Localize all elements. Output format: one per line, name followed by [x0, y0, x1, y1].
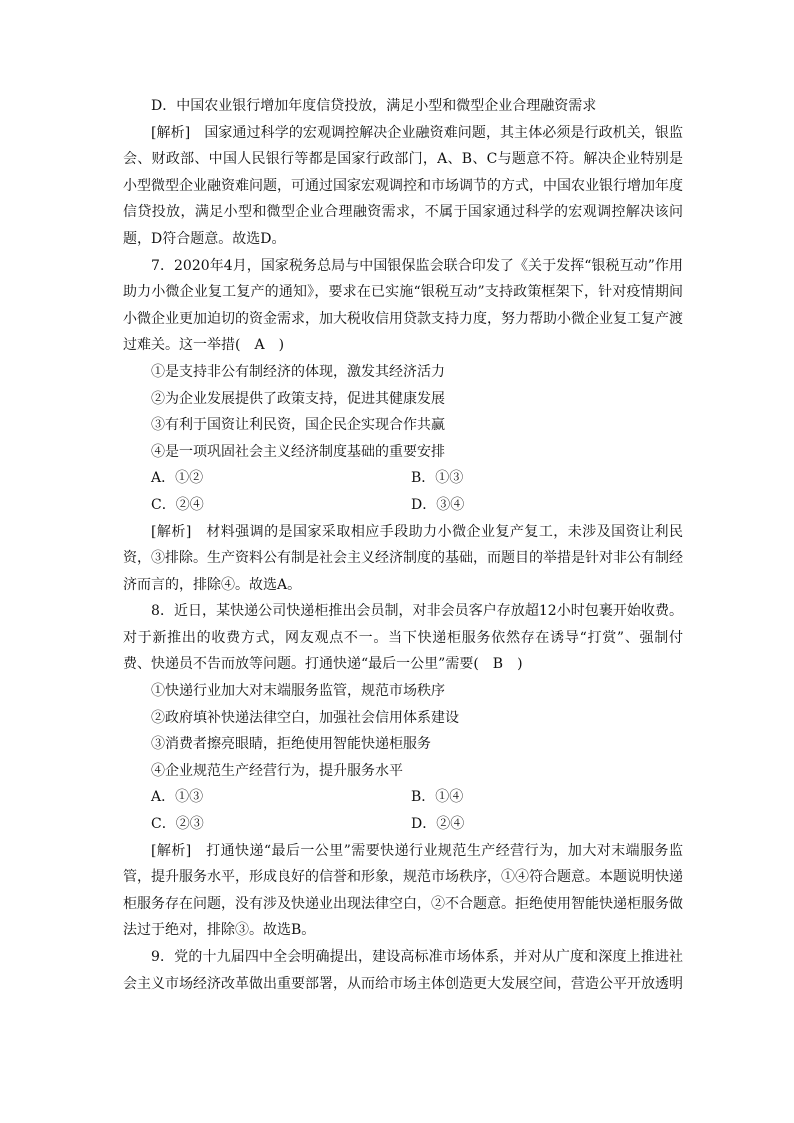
text-line: ④是一项巩固社会主义经济制度基础的重要安排 — [151, 443, 445, 460]
text-line: ①是支持非公有制经济的体现，激发其经济活力 — [151, 363, 445, 380]
answer-choice: C．②④ — [151, 496, 204, 513]
answer-choice: D．②④ — [411, 816, 465, 833]
answer-choice: C．②③ — [151, 816, 204, 833]
paragraph: [解析] 打通快递“最后一公里”需要快递行业规范生产经营行为，加大对末端服务监管，提升服务水平，形成良好的信誉和形象，规范市场秩序，①④符合题意。本题说明快递柜服务存在问题，没有涉及快递业出现法律空白，②不合题意。拒绝使用智能快递柜服务做法过于绝对，排除③。故选B。 — [123, 842, 683, 939]
text-line: ②为企业发展提供了政策支持，促进其健康发展 — [151, 390, 445, 407]
answer-choice: D．③④ — [411, 496, 465, 513]
paragraph: [解析] 国家通过科学的宏观调控解决企业融资难问题，其主体必须是行政机关，银监会、财政部、中国人民银行等都是国家行政部门，A、B、C与题意不符。解决企业特别是小型微型企业融资难问题，可通过国家宏观调控和市场调节的方式，中国农业银行增加年度信贷投放，满足小型和微型企业合理融资需求，不属于国家通过科学的宏观调控解决该问题，D符合题意。故选D。 — [123, 124, 683, 247]
paragraph: 7．2020年4月，国家税务总局与中国银保监会联合印发了《关于发挥“银税互动”作用助力小微企业复工复产的通知》，要求在已实施“银税互动”支持政策框架下，针对疫情期间小微企业更加迫切的资金需求，加大税收信用贷款支持力度，努力帮助小微企业复工复产渡过难关。这一举措( A ) — [123, 257, 683, 354]
text-line: ①快递行业加大对末端服务监管，规范市场秩序 — [151, 683, 445, 700]
text-line: ②政府填补快递法律空白，加强社会信用体系建设 — [151, 709, 459, 726]
answer-choices-row — [123, 492, 683, 519]
paragraph: 9．党的十九届四中全会明确提出，建设高标准市场体系，并对从广度和深度上推进社会主义市场经济改革做出重要部署，从而给市场主体创造更大发展空间，营造公平开放透明 — [123, 949, 683, 992]
answer-choice: B．①④ — [411, 789, 464, 806]
text-line: ④企业规范生产经营行为，提升服务水平 — [151, 762, 403, 779]
document-body — [123, 93, 683, 997]
text-line: ③消费者擦亮眼睛，拒绝使用智能快递柜服务 — [151, 736, 431, 753]
answer-choices-row — [123, 465, 683, 492]
text-line: ③有利于国资让利民资，国企民企实现合作共赢 — [151, 417, 445, 434]
answer-choices-row — [123, 784, 683, 811]
answer-choice: A．①③ — [151, 789, 204, 806]
answer-choice: A．①② — [151, 470, 204, 487]
paragraph: 8．近日，某快递公司快递柜推出会员制，对非会员客户存放超12小时包裹开始收费。对于新推出的收费方式，网友观点不一。当下快递柜服务依然存在诱导“打赏”、强制付费、快递员不告而放等问题。打通快递“最后一公里”需要( B ) — [123, 603, 683, 673]
answer-choice: B．①③ — [411, 470, 464, 487]
paragraph: [解析] 材料强调的是国家采取相应手段助力小微企业复产复工，未涉及国资让利民资，③排除。生产资料公有制是社会主义经济制度的基础，而题目的举措是针对非公有制经济而言的，排除④。故选A。 — [123, 523, 683, 593]
answer-choices-row — [123, 811, 683, 838]
text-line: D．中国农业银行增加年度信贷投放，满足小型和微型企业合理融资需求 — [151, 98, 597, 114]
